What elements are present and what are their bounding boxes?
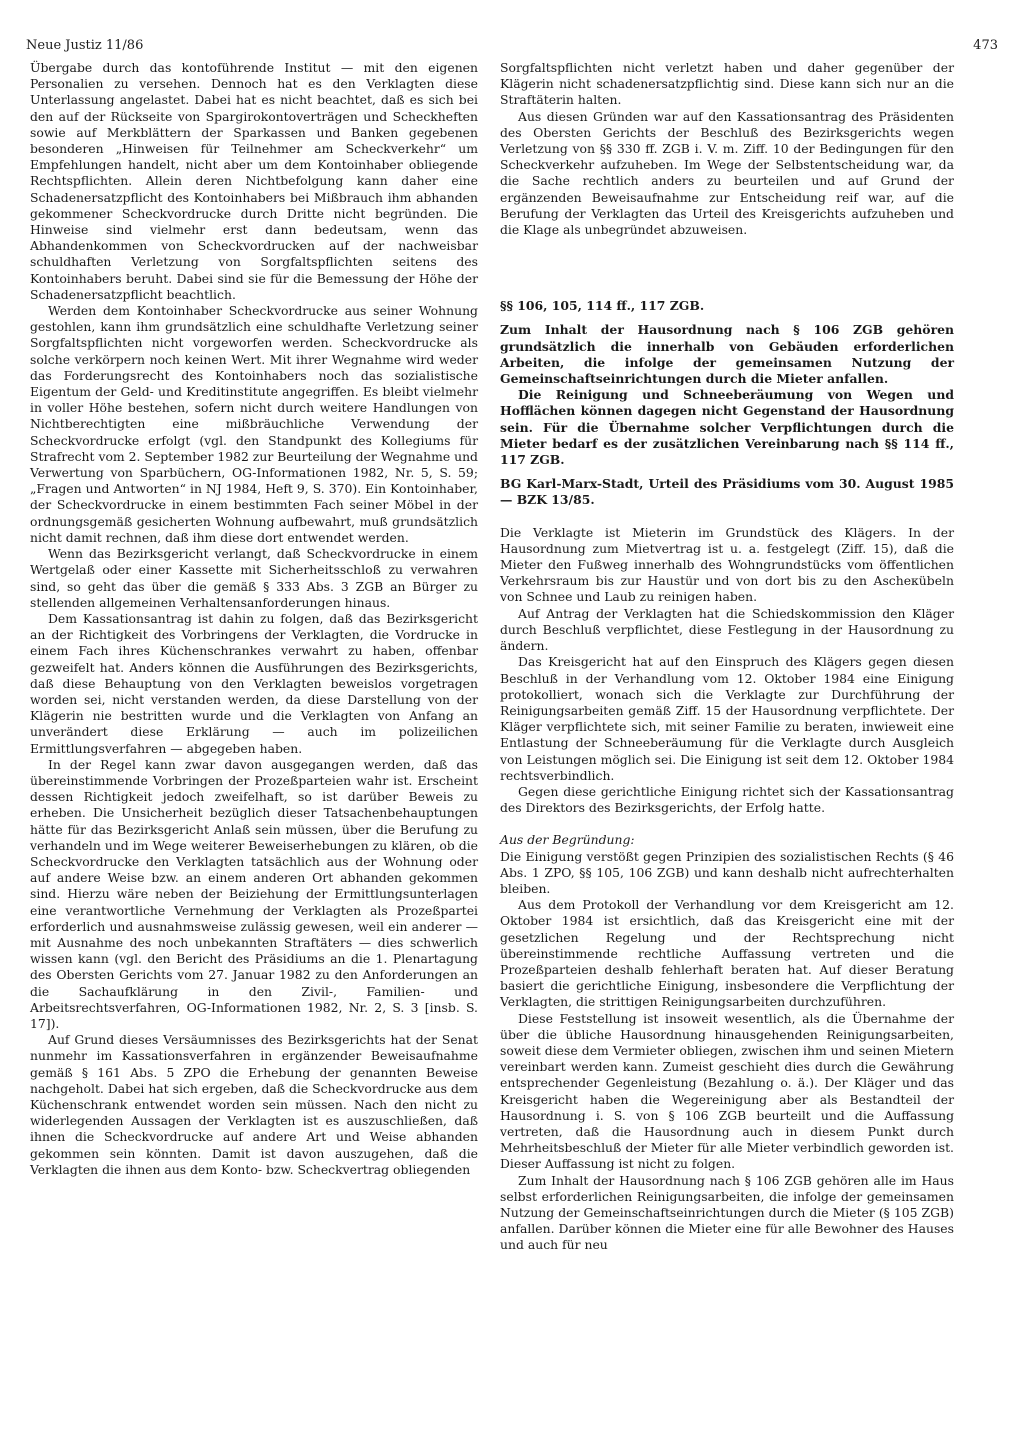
paragraph: Diese Feststellung ist insoweit wesentlich, als die Übernahme der über die übliche Hausordnung hinausgehenden Reinigungsarbeiten, soweit diese dem Vermieter obliegen, zwischen ihm und seinen Mietern vereinbart werden kann. Zumeist geschieht dies durch die Gewährung entsprechender Gegenleistung (Bezahlung o. ä.). Der Kläger und das Kreisgericht haben die Wegereinigung aber als Bestandteil der Hausordnung i. S. von § 106 ZGB beurteilt und die Auffassung vertreten, daß die Hausordnung auch in diesem Punkt durch Mehrheitsbeschluß der Mieter für alle Mieter verbindlich geworden ist. Dieser Auffassung ist nicht zu folgen. [500, 1010, 954, 1172]
journal-title: Neue Justiz 11/86 [26, 38, 144, 53]
paragraph: Werden dem Kontoinhaber Scheckvordrucke aus seiner Wohnung gestohlen, kann ihm grundsätzlich eine schuldhafte Verletzung seiner Sorgfaltspflichten nicht vorgeworfen werden. Scheckvordrucke als solche verkörpern noch keinen Wert. Mit ihrer Wegnahme wird weder das Forderungsrecht des Kontoinhabers noch das sozialistische Eigentum der Geld- und Kreditinstitute angegriffen. Es bleibt vielmehr in voller Höhe bestehen, sofern nicht durch weitere Handlungen von Nichtberechtigten eine mißbräuchliche Verwendung der Scheckvordrucke erfolgt (vgl. den Standpunkt des Kollegiums für Strafrecht vom 2. September 1982 zur Beurteilung der Wegnahme und Verwertung von Sparbüchern, OG-Informationen 1982, Nr. 5, S. 59; „Fragen und Antworten“ in NJ 1984, Heft 9, S. 370). Ein Kontoinhaber, der Scheckvordrucke in einem bestimmten Fach seiner Möbel in der ordnungsgemäß gesicherten Wohnung aufbewahrt, muß grundsätzlich nicht damit rechnen, daß ihm diese dort entwendet werden. [30, 303, 478, 545]
headnote: Die Reinigung und Schneeberäumung von Wegen und Hofflächen können dagegen nicht Gegenstand der Hausordnung sein. Für die Übernahme solcher Verpflichtungen durch die Mieter bedarf es der zusätzlichen Vereinbarung nach §§ 114 ff., 117 ZGB. [500, 387, 954, 468]
paragraph: Auf Grund dieses Versäumnisses des Bezirksgerichts hat der Senat nunmehr im Kassationsverfahren in ergänzender Beweisaufnahme gemäß § 161 Abs. 5 ZPO die Erhebung der genannten Beweise nachgeholt. Dabei hat sich ergeben, daß die Scheckvordrucke aus dem Küchenschrank entwendet worden sein müssen. Nach den nicht zu widerlegenden Aussagen der Verklagten ist es auszuschließen, daß ihnen die Scheckvordrucke auf andere Art und Weise abhanden gekommen sein könnten. Damit ist davon auszugehen, daß die Verklagten die ihnen aus dem Konto- bzw. Scheckvertrag obliegenden [30, 1032, 478, 1177]
paragraph: Gegen diese gerichtliche Einigung richtet sich der Kassationsantrag des Direktors des Bezirksgerichts, der Erfolg hatte. [500, 783, 954, 816]
paragraph: Zum Inhalt der Hausordnung nach § 106 ZGB gehören alle im Haus selbst erforderlichen Reinigungsarbeiten, die infolge der gemeinsamen Nutzung der Gemeinschaftseinrichtungen durch die Mieter (§ 105 ZGB) anfallen. Darüber können die Mieter eine für alle Bewohner des Hauses und auch für neu [500, 1172, 954, 1253]
page-number: 473 [973, 38, 998, 53]
paragraph: In der Regel kann zwar davon ausgegangen werden, daß das übereinstimmende Vorbringen der Prozeßparteien wahr ist. Erscheint dessen Richtigkeit jedoch zweifelhaft, so ist darüber Beweis zu erheben. Die Unsicherheit bezüglich dieser Tatsachenbehauptungen hätte für das Bezirksgericht Anlaß sein müssen, über die Berufung zu verhandeln und im Wege weiterer Beweiserhebungen zu klären, ob die Scheckvordrucke den Verklagten tatsächlich aus der Wohnung oder auf andere Weise bzw. an einem anderen Ort abhanden gekommen sind. Hierzu wäre neben der Beiziehung der Ermittlungsunterlagen eine verantwortliche Vernehmung der Verklagten als Prozeßpartei erforderlich und ausnahmsweise zulässig gewesen, weil ein anderer — mit Ausnahme des noch unbekannten Straftäters — dies schwerlich wissen kann (vgl. den Bericht des Präsidiums an die 1. Plenartagung des Obersten Gerichts vom 27. Januar 1982 zu den Anforderungen an die Sachaufklärung in den Zivil-, Familien- und Arbeitsrechtsverfahren, OG-Informationen 1982, Nr. 2, S. 3 [insb. S. 17]). [30, 756, 478, 1031]
page-header [26, 38, 998, 60]
paragraph: Aus diesen Gründen war auf den Kassationsantrag des Präsidenten des Obersten Gerichts der Beschluß des Bezirksgerichts wegen Verletzung von §§ 330 ff. ZGB i. V. m. Ziff. 10 der Bedingungen für den Scheckverkehr aufzuheben. Im Wege der Selbstentscheidung war, da die Sache rechtlich anders zu beurteilen und auf Grund der ergänzenden Beweisaufnahme zur Entscheidung reif war, auf die Berufung der Verklagten das Urteil des Kreisgerichts aufzuheben und die Klage als unbegründet abzuweisen. [500, 108, 954, 238]
paragraph: Auf Antrag der Verklagten hat die Schiedskommission den Kläger durch Beschluß verpflichtet, diese Festlegung in der Hausordnung zu ändern. [500, 605, 954, 654]
paragraph: Sorgfaltspflichten nicht verletzt haben und daher gegenüber der Klägerin nicht schadenersatzpflichtig sind. Diese kann sich nur an die Straftäterin halten. [500, 60, 954, 108]
paragraph: Das Kreisgericht hat auf den Einspruch des Klägers gegen diesen Beschluß in der Verhandlung vom 12. Oktober 1984 eine Einigung protokolliert, wonach sich die Verklagte zur Durchführung der Reinigungsarbeiten gemäß Ziff. 15 der Hausordnung verpflichtete. Der Kläger verpflichtete sich, mit seiner Familie zu beraten, inwieweit eine Entlastung der Schneeberäumung für die Verklagte durch Ausgleich von Leistungen möglich sei. Die Einigung ist seit dem 12. Oktober 1984 rechtsverbindlich. [500, 654, 954, 783]
paragraph: Dem Kassationsantrag ist dahin zu folgen, daß das Bezirksgericht an der Richtigkeit des Vorbringens der Verklagten, die Vordrucke in einem Fach ihres Küchenschrankes verwahrt zu haben, offenbar gezweifelt hat. Anders können die Ausführungen des Bezirksgerichts, daß diese Behauptung von den Verklagten beweislos vorgetragen worden sei, nicht verstanden werden, da diese Darstellung von der Klägerin nie bestritten wurde und die Verklagten von Anfang an unverändert diese Erklärung — auch im polizeilichen Ermittlungsverfahren — abgegeben haben. [30, 610, 478, 756]
reasons-heading: Aus der Begründung: [500, 832, 635, 848]
court-decision-line: BG Karl-Marx-Stadt, Urteil des Präsidiums vom 30. August 1985 — BZK 13/85. [500, 476, 954, 508]
paragraph: Aus dem Protokoll der Verhandlung vor dem Kreisgericht am 12. Oktober 1984 ist ersichtlich, daß das Kreisgericht eine mit der gesetzlichen Regelung und der Rechtsprechung nicht übereinstimmende rechtliche Auffassung vertreten und die Prozeßparteien deshalb fehlerhaft beraten hat. Auf dieser Beratung basiert die gerichtliche Einigung, insbesondere die Verpflichtung der Verklagten, die strittigen Reinigungsarbeiten durchzuführen. [500, 897, 954, 1010]
right-column [500, 60, 954, 1254]
headnote: Zum Inhalt der Hausordnung nach § 106 ZGB gehören grundsätzlich die innerhalb von Gebäuden erforderlichen Arbeiten, die infolge der gemeinsamen Nutzung der Gemeinschaftseinrichtungen durch die Mieter anfallen. [500, 322, 954, 387]
case-citation: §§ 106, 105, 114 ff., 117 ZGB. [500, 298, 705, 314]
paragraph: Übergabe durch das kontoführende Institut — mit den eigenen Personalien zu versehen. Dennoch hat es den Verklagten diese Unterlassung angelastet. Dabei hat es nicht beachtet, daß es sich bei den auf der Rückseite von Spargirokontoverträgen und Scheckheften sowie auf Merkblättern der Sparkassen und Banken gegebenen besonderen „Hinweisen für Teilnehmer am Scheckverkehr“ um Empfehlungen handelt, nicht aber um dem Kontoinhaber obliegende Rechtspflichten. Allein deren Nichtbefolgung kann daher eine Schadenersatzpflicht des Kontoinhabers bei Mißbrauch ihm abhanden gekommener Scheckvordrucke durch Dritte nicht begründen. Die Hinweise sind vielmehr erst dann bedeutsam, wenn das Abhandenkommen von Scheckvordrucken auf der nachweisbar schuldhaften Verletzung von Sorgfaltspflichten seitens des Kontoinhabers beruht. Dabei sind sie für die Bemessung der Höhe der Schadenersatzpflicht beachtlich. [30, 60, 478, 302]
paragraph: Wenn das Bezirksgericht verlangt, daß Scheckvordrucke in einem Wertgelaß oder einer Kassette mit Sicherheitsschloß zu verwahren sind, so geht das über die gemäß § 333 Abs. 3 ZGB an Bürger zu stellenden allgemeinen Verhaltensanforderungen hinaus. [30, 546, 478, 610]
paragraph: Die Einigung verstößt gegen Prinzipien des sozialistischen Rechts (§ 46 Abs. 1 ZPO, §§ 105, 106 ZGB) und kann deshalb nicht aufrechterhalten bleiben. [500, 848, 954, 896]
left-column [30, 60, 478, 1178]
paragraph: Die Verklagte ist Mieterin im Grundstück des Klägers. In der Hausordnung zum Mietvertrag ist u. a. festgelegt (Ziff. 15), daß die Mieter den Fußweg innerhalb des Wohngrundstücks vom öffentlichen Verkehrsraum bis zur Haustür und von dort bis zu den Ascheкübeln von Schnee und Laub zu reinigen haben. [500, 524, 954, 605]
